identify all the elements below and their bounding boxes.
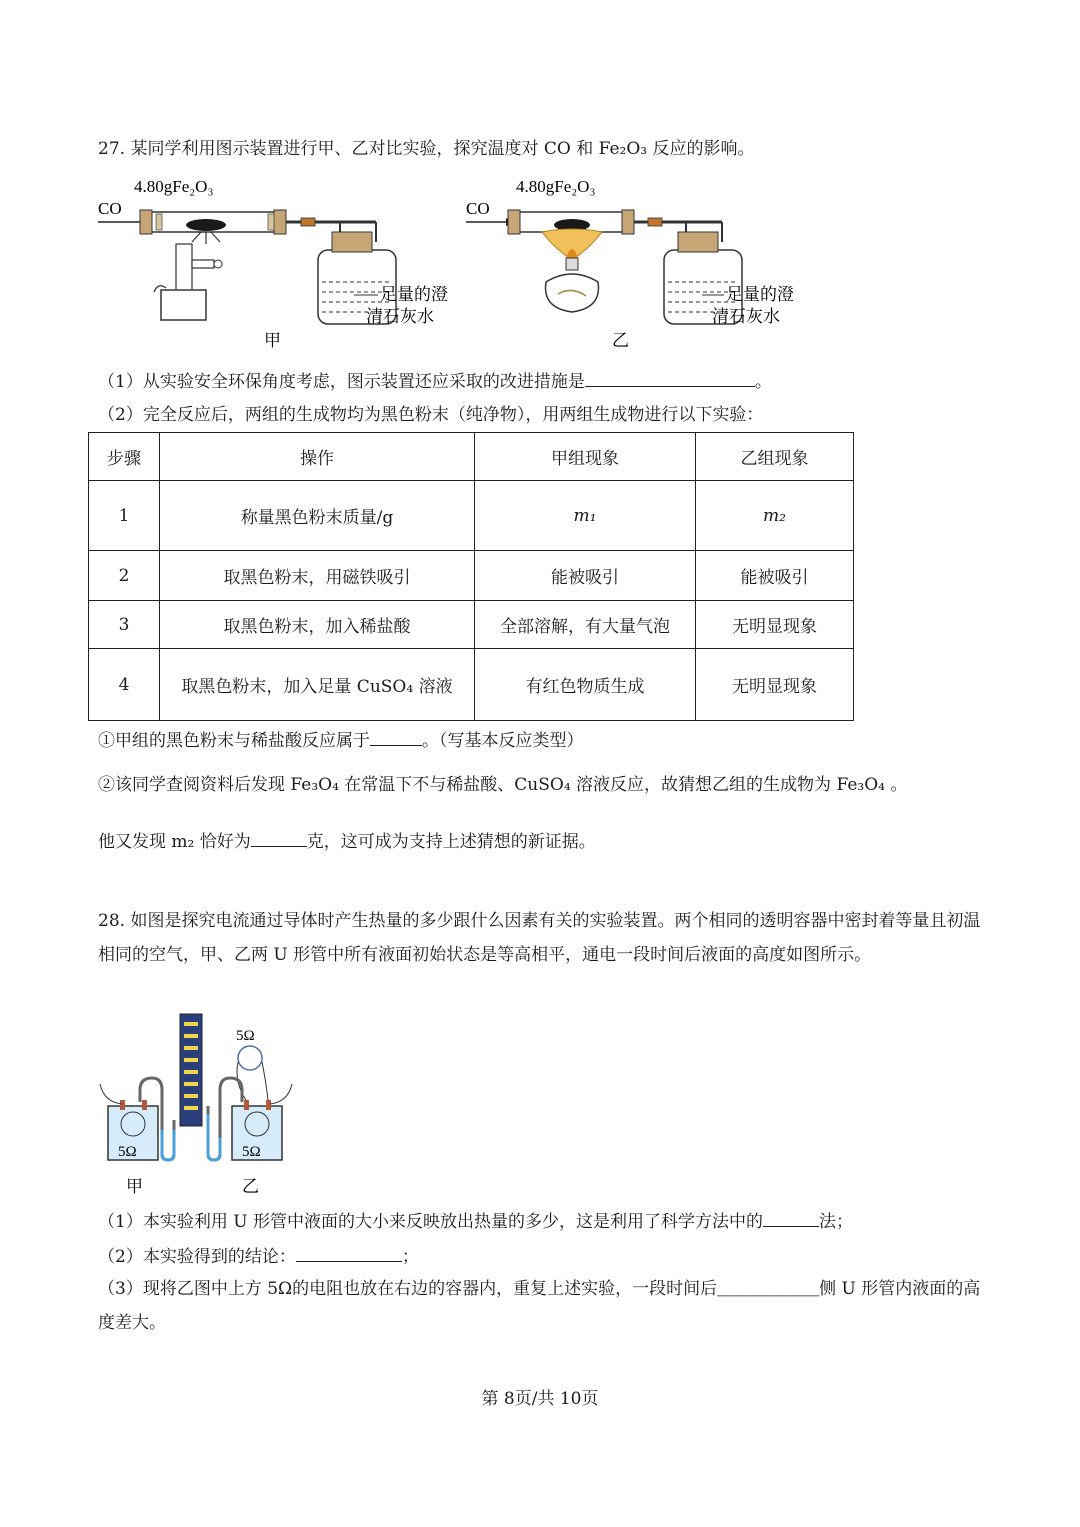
- bottle-label-yi-1: 足量的澄: [726, 285, 794, 304]
- co-label-jia: CO: [98, 199, 122, 218]
- caption-yi: 乙: [612, 331, 629, 350]
- q27-note2: ②该同学查阅资料后发现 Fe₃O₄ 在常温下不与稀盐酸、CuSO₄ 溶液反应，故猜想乙组的生成物为 Fe₃O₄ 。: [98, 775, 908, 795]
- mass-label-yi: 4.80gFe₂O₃: [516, 177, 596, 196]
- th-step: 步骤: [89, 433, 160, 481]
- q27-sub2: （2）完全反应后，两组的生成物均为黑色粉末（纯净物），用两组生成物进行以下实验：: [98, 405, 764, 425]
- table-row: 1 称量黑色粉末质量/g m₁ m₂: [89, 481, 854, 551]
- bottle-label-jia-1: 足量的澄: [380, 285, 448, 304]
- bottle-label-yi-2: 清石灰水: [712, 307, 780, 326]
- co-label-yi: CO: [466, 199, 490, 218]
- th-jia: 甲组现象: [475, 433, 696, 481]
- setup-yi: [466, 177, 794, 350]
- q28-sub3: （3）现将乙图中上方 5Ω的电阻也放在右边的容器内，重复上述实验，一段时间后＿＿＿＿＿＿侧 U 形管内液面的高度差大。: [98, 1279, 981, 1333]
- q28-stem: 28. 如图是探究电流通过导体时产生热量的多少跟什么因素有关的实验装置。两个相同的透明容器中密封着等量且初温相同的空气，甲、乙两 U 形管中所有液面初始状态是等高相平，通电一段时间后液面的高度如图所示。: [98, 911, 981, 965]
- answer-blank-m2[interactable]: [251, 828, 307, 847]
- q27-stem: 27. 某同学利用图示装置进行甲、乙对比实验，探究温度对 CO 和 Fe₂O₃ 反应的影响。: [98, 139, 755, 159]
- resistor-label-right: 5Ω: [242, 1144, 261, 1160]
- alcohol-lamp: [546, 274, 599, 312]
- th-yi: 乙组现象: [696, 433, 854, 481]
- caption-28-jia: 甲: [126, 1177, 143, 1196]
- answer-blank-method[interactable]: [763, 1208, 819, 1227]
- q28-u-tube-figure: [96, 1010, 306, 1200]
- setup-jia: [98, 177, 448, 350]
- q27-apparatus-figure: [96, 170, 836, 360]
- experiment-table: [88, 432, 854, 721]
- mass-label-jia: 4.80gFe₂O₃: [134, 177, 214, 196]
- resistor-label-left: 5Ω: [118, 1144, 137, 1160]
- q28-sub1: （1）本实验利用 U 形管中液面的大小来反映放出热量的多少，这是利用了科学方法中的 法；: [98, 1208, 853, 1235]
- answer-blank-conclusion[interactable]: [296, 1243, 402, 1262]
- q27-note1: ①甲组的黑色粉末与稀盐酸反应属于 。（写基本反应类型）: [98, 727, 584, 754]
- q28-sub2: （2）本实验得到的结论： ；: [98, 1243, 419, 1270]
- th-operation: 操作: [160, 433, 475, 481]
- resistor-label-top: 5Ω: [236, 1028, 255, 1044]
- caption-jia: 甲: [264, 331, 281, 350]
- black-powder-jia: [186, 219, 226, 231]
- answer-blank-reaction-type[interactable]: [370, 727, 422, 746]
- answer-blank-improvement[interactable]: [585, 368, 755, 387]
- page-footer: 第 8页/共 10页: [481, 1389, 599, 1409]
- q27-sub1: （1）从实验安全环保角度考虑，图示装置还应采取的改进措施是 。: [98, 368, 772, 395]
- top-resistor: [238, 1046, 262, 1070]
- bottle-label-jia-2: 清石灰水: [366, 307, 434, 326]
- table-row: 2 取黑色粉末，用磁铁吸引 能被吸引 能被吸引: [89, 551, 854, 601]
- table-row: 4 取黑色粉末，加入足量 CuSO₄ 溶液 有红色物质生成 无明显现象: [89, 649, 854, 721]
- caption-28-yi: 乙: [242, 1177, 259, 1196]
- q27-note3: 他又发现 m₂ 恰好为 克，这可成为支持上述猜想的新证据。: [98, 828, 596, 855]
- table-row: 3 取黑色粉末，加入稀盐酸 全部溶解，有大量气泡 无明显现象: [89, 601, 854, 649]
